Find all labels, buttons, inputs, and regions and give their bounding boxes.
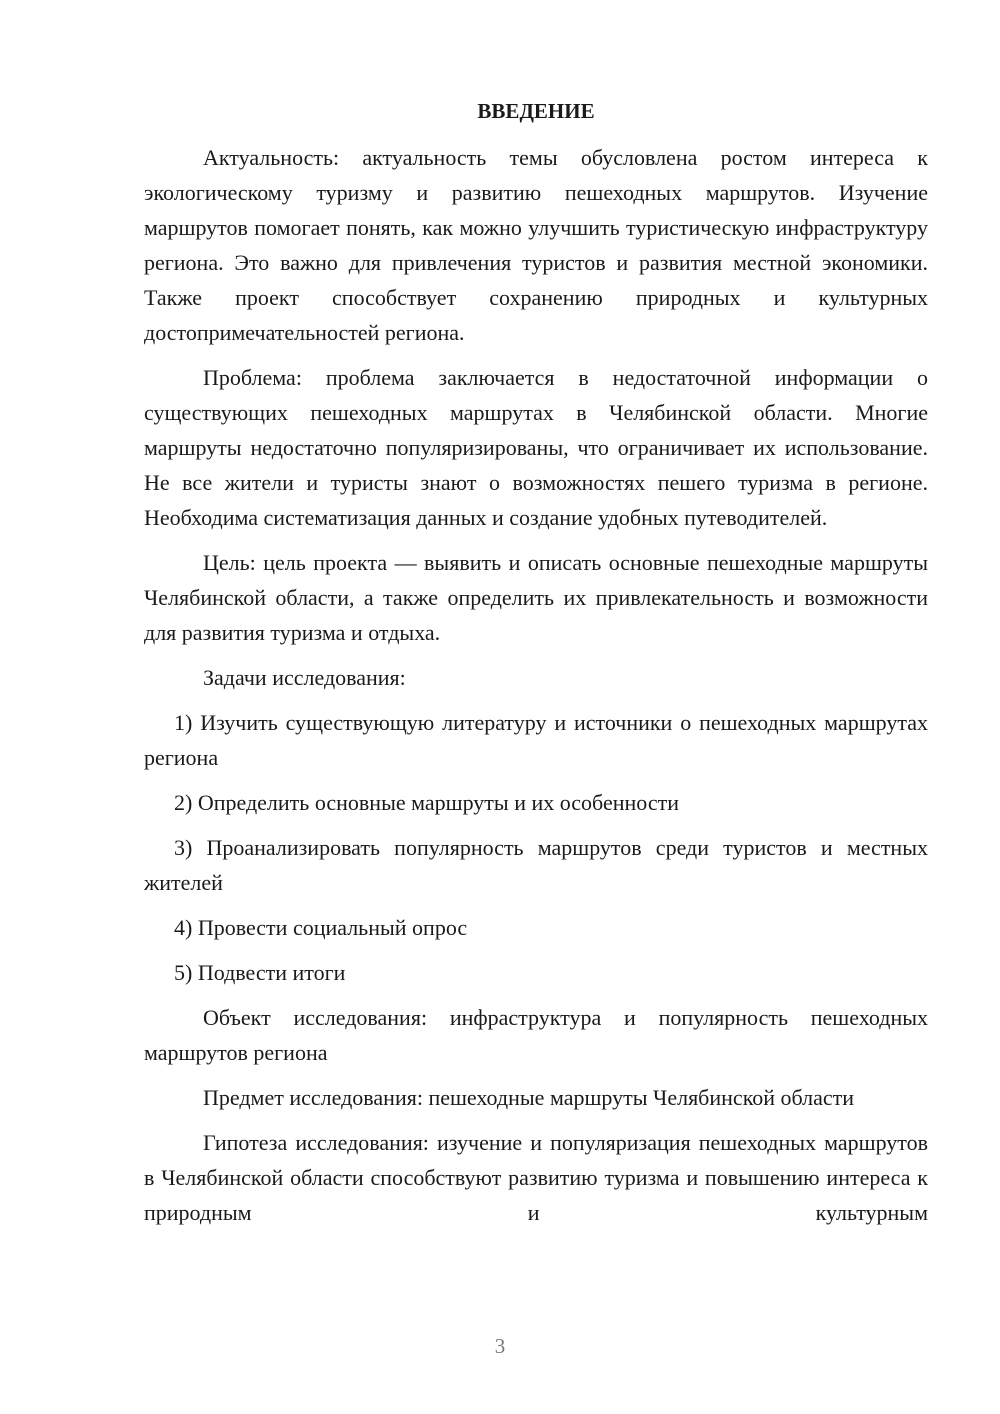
goal-paragraph: Цель: цель проекта — выявить и описать основные пешеходные маршруты Челябинской области, а также определить их привлекательность и возможности для развития туризма и отдыха. (144, 550, 928, 645)
section-heading: ВВЕДЕНИЕ (477, 99, 595, 123)
object-paragraph: Объект исследования: инфраструктура и популярность пешеходных маршрутов региона (144, 1005, 928, 1065)
problem-paragraph: Проблема: проблема заключается в недостаточной информации о существующих пешеходных маршрутах в Челябинской области. Многие маршруты недостаточно популяризированы, что ограничивает их использование. Не все жители и туристы знают о возможностях пешего туризма в регионе. Необходима систематизация данных и создание удобных путеводителей. (144, 365, 928, 530)
task-item-5: 5) Подвести итоги (174, 960, 346, 985)
task-item-4: 4) Провести социальный опрос (174, 915, 468, 940)
page-number: 3 (494, 1334, 506, 1358)
hypothesis-paragraph: Гипотеза исследования: изучение и популяризация пешеходных маршрутов в Челябинской области способствуют развитию туризма и повышению интереса к природным и культурным (144, 1130, 928, 1225)
task-item-1: 1) Изучить существующую литературу и источники о пешеходных маршрутах региона (144, 710, 928, 770)
page-content (144, 96, 928, 1230)
tasks-heading: Задачи исследования: (203, 665, 406, 690)
task-item-3: 3) Проанализировать популярность маршрутов среди туристов и местных жителей (144, 835, 928, 895)
subject-paragraph: Предмет исследования: пешеходные маршруты Челябинской области (203, 1085, 855, 1110)
task-item-2: 2) Определить основные маршруты и их особенности (174, 790, 679, 815)
relevance-paragraph: Актуальность: актуальность темы обусловлена ростом интереса к экологическому туризму и развитию пешеходных маршрутов. Изучение маршрутов помогает понять, как можно улучшить туристическую инфраструктуру региона. Это важно для привлечения туристов и развития местной экономики. Также проект способствует сохранению природных и культурных достопримечательностей региона. (144, 145, 928, 345)
